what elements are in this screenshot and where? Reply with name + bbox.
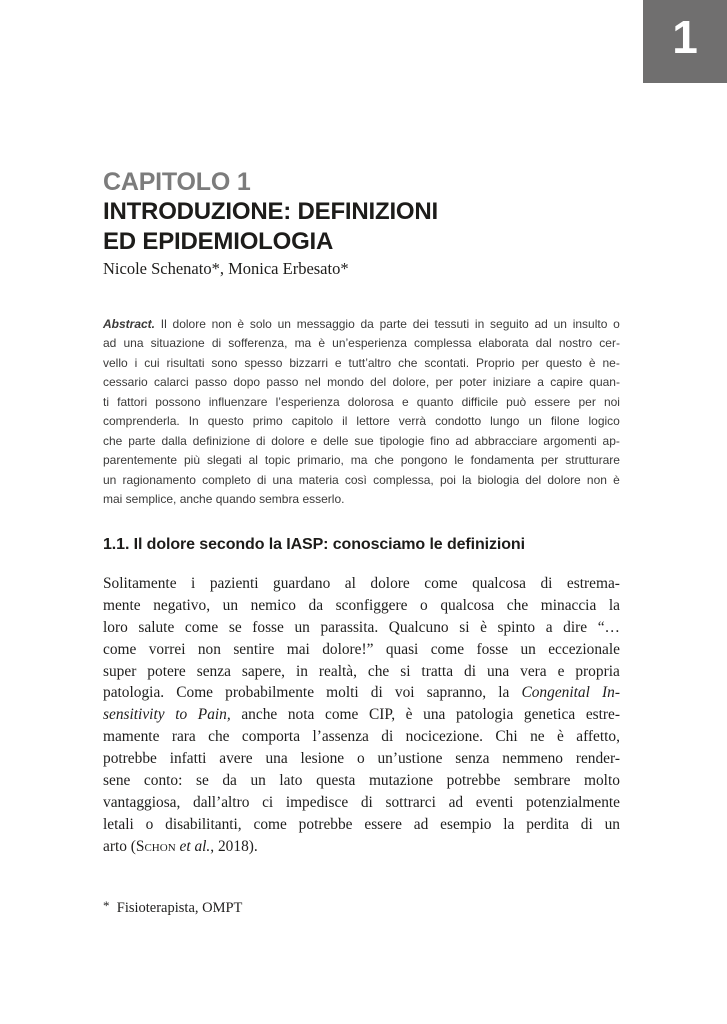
text-line: Abstract. Il dolore non è solo un messaggio da parte dei tessuti in seguito ad un insulto o — [103, 317, 620, 331]
text-line: come vorrei non sentire mai dolore!” quasi come fosse un eccezionale — [103, 640, 620, 658]
text-line: che parte dalla definizione di dolore e delle sue tipologie fino ad abbracciare argomenti ap- — [103, 433, 620, 448]
text-line: vantaggiosa, dall’altro ci impedisce di sottrarci ad eventi potenzialmente — [103, 793, 620, 811]
chapter-title — [103, 197, 438, 257]
text-line: ad una situazione di sofferenza, ma è un’esperienza complessa elaborata dal nostro cer- — [103, 336, 620, 351]
text-line: patologia. Come probabilmente molti di voi sapranno, la Congenital In- — [103, 684, 620, 702]
text-line: mamente rara che comporta l’assenza di nocicezione. Chi ne è affetto, — [103, 728, 620, 746]
text-line: sene conto: se da un lato questa mutazione potrebbe sembrare molto — [103, 772, 620, 790]
chapter-title-line-1: INTRODUZIONE: DEFINIZIONI — [103, 198, 438, 225]
abstract-paragraph — [103, 317, 620, 511]
text-line: letali o disabilitanti, come potrebbe essere ad esempio la perdita di un — [103, 815, 620, 833]
text-line: potrebbe infatti avere una lesione o un’ustione senza nemmeno render- — [103, 750, 620, 768]
section-heading: 1.1. Il dolore secondo la IASP: conosciamo le definizioni — [103, 536, 525, 553]
text-line: loro salute come se fosse un parassita. Qualcuno si è spinto a dire “… — [103, 618, 620, 636]
chapter-kicker: CAPITOLO 1 — [103, 168, 251, 196]
text-line: arto (Schon et al., 2018). — [103, 837, 258, 855]
text-line: mente negativo, un nemico da sconfiggere o qualcosa che minaccia la — [103, 596, 620, 614]
footnote-marker: * — [103, 898, 110, 913]
text-line: sensitivity to Pain, anche nota come CIP, è una patologia genetica estre- — [103, 706, 620, 724]
text-line: cessario calarci passo dopo passo nel mondo del dolore, per poter iniziare a capire quan- — [103, 375, 620, 390]
chapter-title-line-2: ED EPIDEMIOLOGIA — [103, 228, 334, 255]
text-line: parentemente più slegati al topic primario, ma che pongono le fondamenta per strutturare — [103, 453, 620, 468]
text-line: vello i cui risultati sono spesso bizzarri e tutt’altro che scontati. Proprio per questo è ne- — [103, 355, 620, 370]
text-line: mai semplice, anche quando sembra esserlo. — [103, 491, 345, 506]
text-line: comprenderla. In questo primo capitolo il lettore verrà condotto lungo un filone logico — [103, 414, 620, 429]
chapter-number: 1 — [672, 10, 698, 63]
text-line: un ragionamento completo di una materia così complessa, poi la biologia del dolore non è — [103, 472, 620, 487]
footnote — [103, 898, 242, 917]
footnote-text: Fisioterapista, OMPT — [109, 900, 243, 916]
body-paragraph — [103, 575, 620, 860]
chapter-number-box — [643, 0, 727, 83]
text-line: super potere senza sapere, in realtà, che si tratta di una vera e propria — [103, 662, 620, 680]
text-line: ti fattori possono influenzare l’esperienza dolorosa e quanto difficile può essere per noi — [103, 394, 620, 409]
authors-line: Nicole Schenato*, Monica Erbesato* — [103, 259, 349, 278]
text-line: Solitamente i pazienti guardano al dolore come qualcosa di estrema- — [103, 575, 620, 592]
